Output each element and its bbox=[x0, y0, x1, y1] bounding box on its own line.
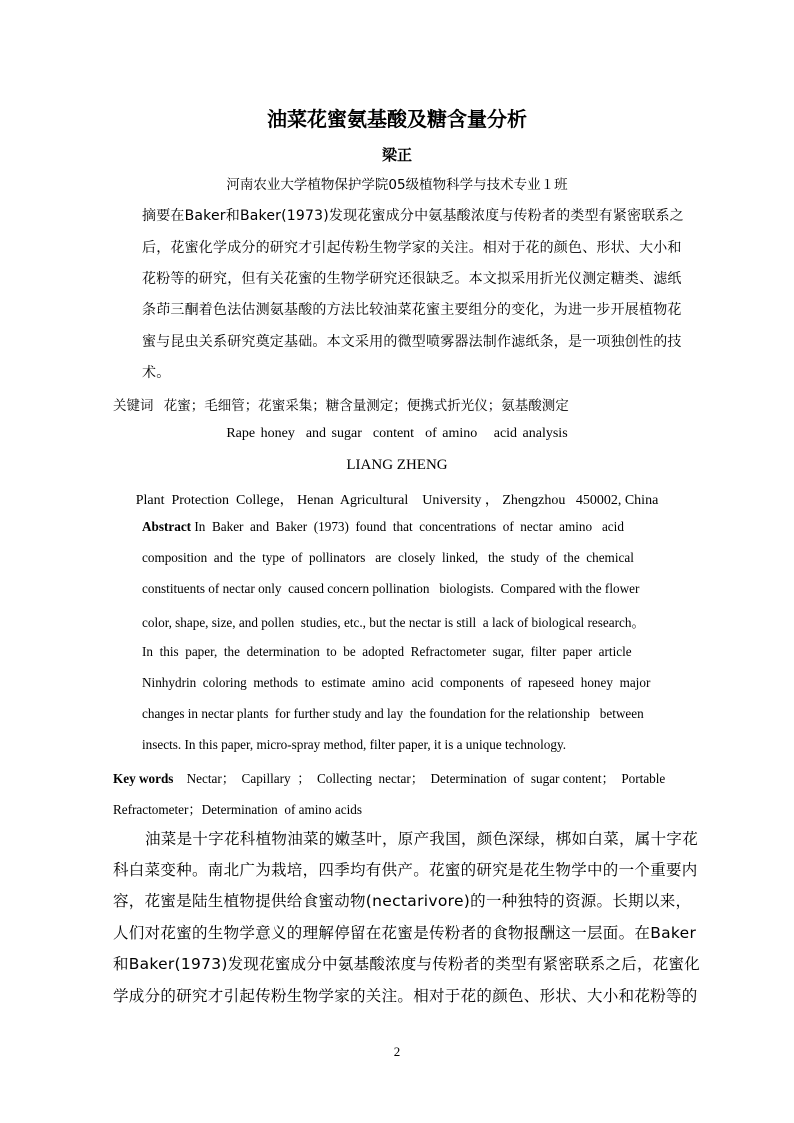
abstract-en-text: In Baker and Baker (1973) found that concentrations of nectar amino acid bbox=[191, 519, 624, 534]
abstract-en-line: composition and the type of pollinators are closely linked, the study of the chemical bbox=[142, 550, 634, 565]
abstract-cn-line: 条茚三酮着色法估测氨基酸的方法比较油菜花蜜主要组分的变化，为进一步开展植物花 bbox=[142, 302, 682, 318]
abstract-cn-line: 术。 bbox=[142, 365, 171, 381]
abstract-en-label: Abstract bbox=[142, 519, 192, 534]
keywords-cn-text: 花蜜；毛细管；花蜜采集；糖含量测定；便携式折光仪；氨基酸测定 bbox=[163, 398, 569, 414]
abstract-cn-line: 花粉等的研究，但有关花蜜的生物学研究还很缺乏。本文拟采用折光仪测定糖类、滤纸 bbox=[142, 271, 682, 287]
keywords-en-text: Nectar； Capillary ； Collecting nectar； Determination of sugar content； Portable bbox=[173, 771, 666, 786]
body-line: 科白菜变种。南北广为栽培，四季均有供产。花蜜的研究是花生物学中的一个重要内 bbox=[113, 861, 698, 879]
paper-title: 油菜花蜜氨基酸及糖含量分析 bbox=[267, 107, 527, 131]
abstract-cn-line: 蜜与昆虫关系研究奠定基础。本文采用的微型喷雾器法制作滤纸条，是一项独创性的技 bbox=[142, 334, 682, 350]
abstract-en-line: insects. In this paper, micro-spray method, filter paper, it is a unique technology. bbox=[142, 737, 567, 752]
body-line: 人们对花蜜的生物学意义的理解停留在花蜜是传粉者的食物报酬这一层面。在Baker bbox=[113, 924, 697, 942]
abstract-en-line: color, shape, size, and pollen studies, etc., but the nectar is still a lack of biological research。 bbox=[142, 615, 645, 630]
author: 梁正 bbox=[381, 146, 412, 164]
abstract-cn-line: 摘要在Baker和Baker(1973)发现花蜜成分中氨基酸浓度与传粉者的类型有紧密联系之 bbox=[142, 208, 684, 224]
keywords-en bbox=[113, 768, 665, 787]
abstract-en-line bbox=[142, 519, 624, 535]
affiliation-en: Plant Protection College， Henan Agricultural University ， Zhengzhou 450002, China bbox=[135, 493, 659, 508]
abstract-en-line: constituents of nectar only caused concern pollination biologists. Compared with the flower bbox=[142, 581, 640, 596]
keywords-cn bbox=[113, 394, 569, 414]
affiliation: 河南农业大学植物保护学院05级植物科学与技术专业１班 bbox=[226, 177, 568, 193]
body-line: 容，花蜜是陆生植物提供给食蜜动物(nectarivore)的一种独特的资源。长期以来， bbox=[113, 892, 692, 910]
abstract-en-line: Ninhydrin coloring methods to estimate amino acid components of rapeseed honey major bbox=[142, 675, 651, 690]
keywords-en-label: Key words bbox=[113, 771, 174, 786]
abstract-en-line: changes in nectar plants for further study and lay the foundation for the relationship between bbox=[142, 706, 644, 721]
body-line: 和Baker(1973)发现花蜜成分中氨基酸浓度与传粉者的类型有紧密联系之后，花蜜化 bbox=[113, 955, 700, 973]
abstract-cn-line: 后，花蜜化学成分的研究才引起传粉生物学家的关注。相对于花的颜色、形状、大小和 bbox=[142, 240, 682, 256]
body-line: 油菜是十字花科植物油菜的嫩茎叶，原产我国，颜色深绿，梆如白菜，属十字花 bbox=[145, 830, 699, 848]
abstract-en-line: In this paper, the determination to be adopted Refractometer sugar, filter paper article bbox=[142, 644, 632, 659]
body-line: 学成分的研究才引起传粉生物学家的关注。相对于花的颜色、形状、大小和花粉等的 bbox=[113, 987, 698, 1005]
paper-title-en: Rape honey and sugar content of amino acid analysis bbox=[226, 426, 568, 441]
author-en: LIANG ZHENG bbox=[346, 457, 448, 473]
page-number: 2 bbox=[393, 1044, 401, 1059]
keywords-cn-label: 关键词 bbox=[113, 398, 154, 414]
keywords-en-cont: Refractometer；Determination of amino acids bbox=[113, 802, 363, 817]
